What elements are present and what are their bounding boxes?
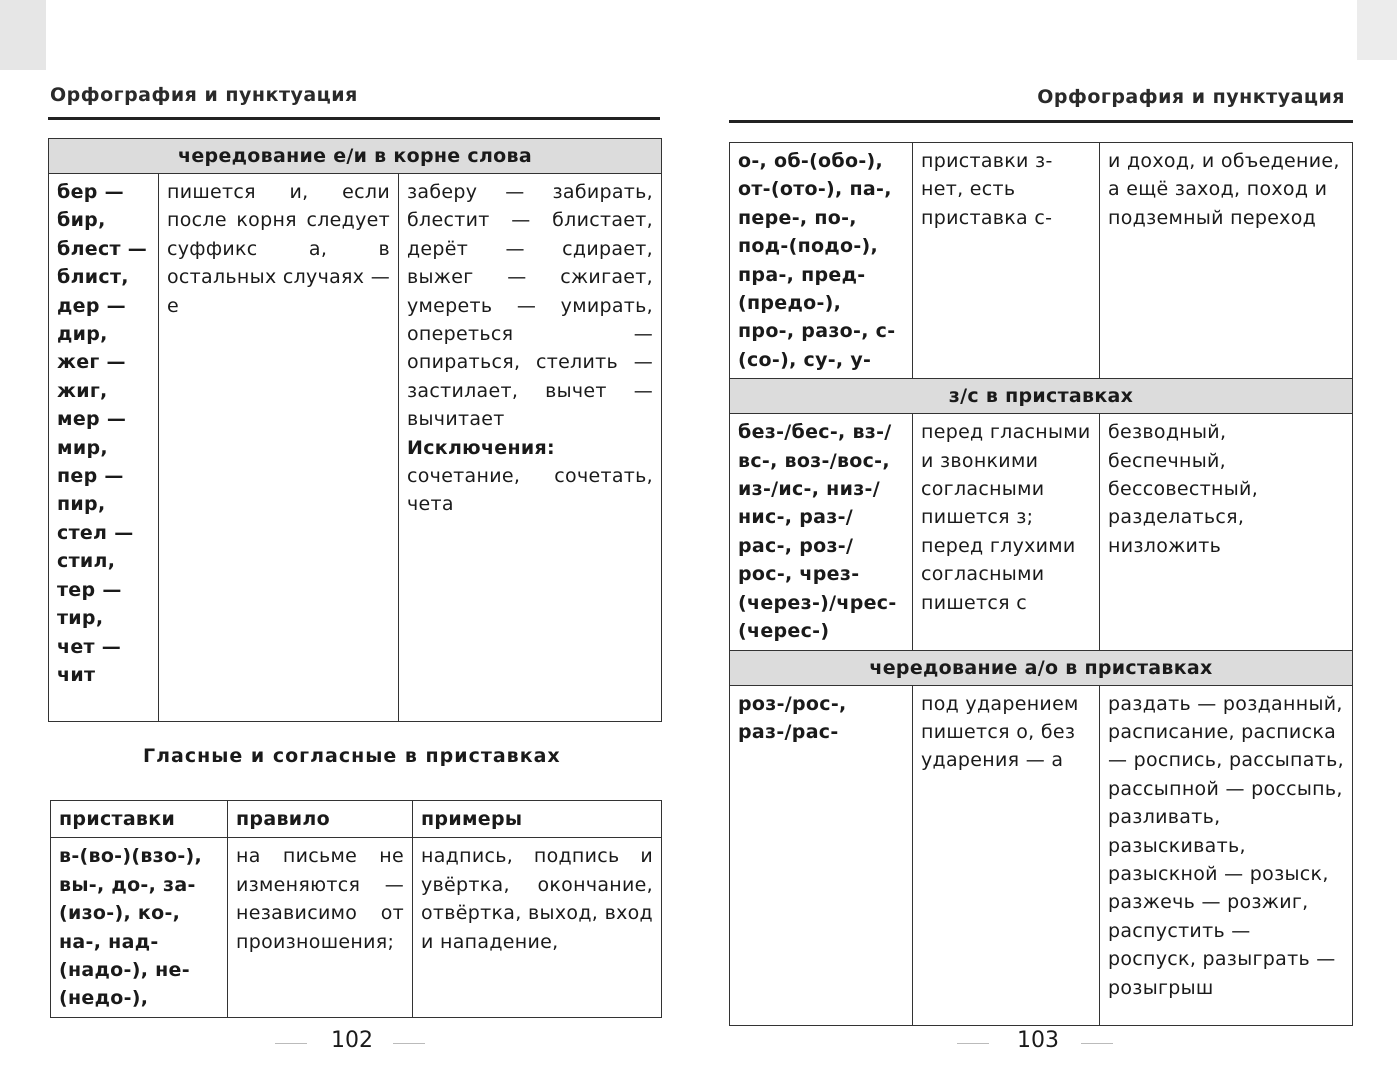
examples-cell [399, 174, 662, 722]
prefixes-cell: без-/бес-, вз-/вс-, воз-/вос-, из-/ис-, низ-/нис-, раз-/рас-, роз-/рос-, чрез-(через-)/чрес-(черес-) [730, 414, 913, 650]
rule-voiced: перед гласными и звонкими согласными пишется з; [921, 421, 1091, 529]
rule-cell: под ударением пишется о, без ударения — а [913, 685, 1100, 1025]
column-header-examples: примеры [413, 801, 662, 838]
header-rule [729, 120, 1353, 123]
rule-voiceless: перед глухими согласными пишется с [921, 534, 1076, 614]
page-number-line [393, 1043, 425, 1044]
prefixes-cell: в-(во-)(взо-), вы-, до-, за-(изо-), ко-, на-, над-(надо-), не-(недо-), [51, 838, 228, 1017]
page-number-left: 102 [331, 1028, 373, 1053]
examples-cell: безводный, беспечный, бессовестный, разделаться, низложить [1100, 414, 1353, 650]
running-header-right: Орфография и пунктуация [1037, 86, 1345, 108]
table-band-title: з/с в приставках [730, 379, 1353, 414]
examples-cell-2: надпись, подпись и увёртка, окончание, отвёртка, выход, вход и нападение, [413, 838, 662, 1017]
rule-cell [913, 414, 1100, 650]
section-title: Гласные и согласные в приставках [143, 745, 561, 767]
column-header-rule: правило [228, 801, 413, 838]
column-header-prefixes: приставки [51, 801, 228, 838]
exceptions-label: Исключения: [407, 436, 555, 459]
prefixes-cell: о-, об-(обо-), от-(ото-), па-, пере-, по-, под-(подо-), пра-, пред-(предо-), про-, разо-, с-(со-), су-, у- [730, 143, 913, 379]
examples-text: заберу — забирать, блестит — блистает, дерёт — сдирает, выжег — сжигает, умереть — умирать, опереться — опираться, стелить — застилает, вычет — вычитает [407, 181, 653, 431]
table-band-title: чередование а/о в приставках [730, 650, 1353, 685]
page-number-line [957, 1043, 989, 1044]
examples-cell: и доход, и объедение, а ещё заход, поход и подземный переход [1100, 143, 1353, 379]
root-pairs-cell: бер — бир, блест — блист, дер — дир, жег — жиг, мер — мир, пер — пир, стел — стил, тер — тир, чет — чит [49, 174, 159, 722]
examples-cell: раздать — розданный, расписание, расписка — роспись, рассыпать, рассыпной — россыпь, разливать, разыскивать, разыскной — розыск, разжечь — розжиг, распустить — роспуск, разыграть — розыгрыш [1100, 685, 1353, 1025]
exceptions-text: сочетание, сочетать, чета [407, 465, 653, 516]
header-rule [48, 117, 660, 120]
rule-cell: приставки з- нет, есть приставка с- [913, 143, 1100, 379]
left-page [0, 0, 690, 1080]
table-e-i-alternation [48, 138, 662, 722]
right-page [705, 0, 1397, 1080]
page-number-line [1081, 1043, 1113, 1044]
rule-cell-2: на письме не изменяются — независимо от произношения; [228, 838, 413, 1017]
page-number-line [275, 1043, 307, 1044]
table-prefixes [50, 800, 662, 1018]
scan-shadow [1357, 0, 1397, 60]
prefixes-cell: роз-/рос-, раз-/рас- [730, 685, 913, 1025]
scan-shadow [0, 0, 46, 70]
rule-cell [159, 174, 399, 722]
table-band-title: чередование е/и в корне слова [49, 139, 662, 174]
running-header-left: Орфография и пунктуация [50, 84, 358, 106]
rule-text: пишется и, если после корня следует суффикс а, в остальных случаях — е [167, 181, 390, 317]
page-number-right: 103 [1017, 1028, 1059, 1053]
table-prefixes-continued [729, 142, 1353, 1026]
